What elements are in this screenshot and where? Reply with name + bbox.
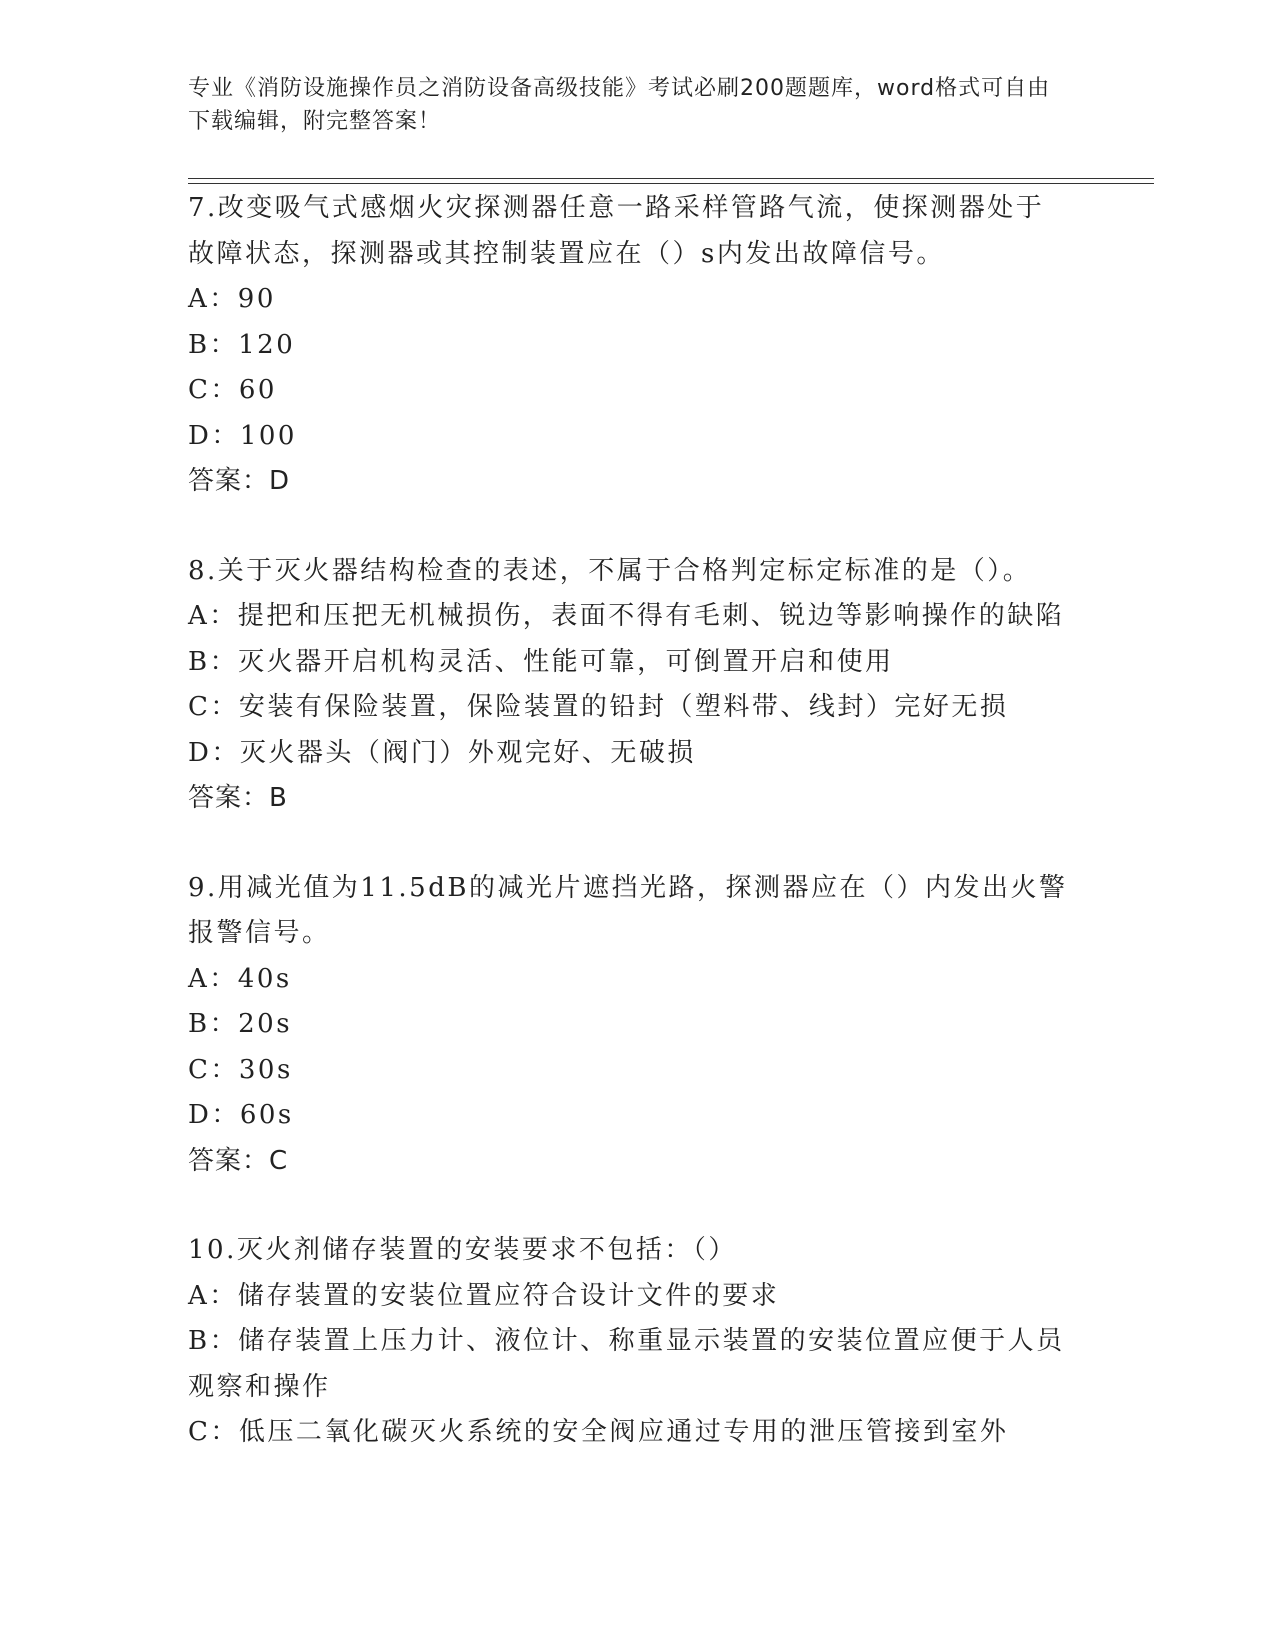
option-a: A：提把和压把无机械损伤，表面不得有毛刺、锐边等影响操作的缺陷: [188, 601, 1065, 631]
question-9: [188, 866, 1088, 1185]
option-b: B：灭火器开启机构灵活、性能可靠，可倒置开启和使用: [188, 646, 894, 677]
option-d: D：60s: [188, 1100, 294, 1130]
option-b: B：20s: [188, 1009, 293, 1039]
question-list: [188, 186, 1088, 1500]
option-b: B：储存装置上压力计、液位计、称重显示装置的安装位置应便于人员观察和操作: [188, 1326, 1065, 1402]
question-10: [188, 1228, 1088, 1456]
question-text: 10.灭火剂储存装置的安装要求不包括：（）: [188, 1235, 737, 1265]
option-c: C：30s: [188, 1054, 293, 1085]
document-header: 专业《消防设施操作员之消防设备高级技能》考试必刷200题题库，word格式可自由下载编辑，附完整答案！: [188, 76, 1051, 134]
answer: 答案：C: [188, 1145, 289, 1176]
option-c: C：低压二氧化碳灭火系统的安全阀应通过专用的泄压管接到室外: [188, 1417, 1009, 1447]
answer: 答案：D: [188, 466, 291, 496]
option-c: C：安装有保险装置，保险装置的铅封（塑料带、线封）完好无损: [188, 692, 1009, 722]
option-a: A：40s: [188, 963, 292, 994]
question-text: 8.关于灭火器结构检查的表述，不属于合格判定标定标准的是（）。: [188, 555, 1032, 586]
option-d: D：100: [188, 420, 297, 451]
header-divider-top: [188, 178, 1154, 179]
option-b: B：120: [188, 329, 296, 360]
question-text: 9.用减光值为11.5dB的减光片遮挡光路，探测器应在（）内发出火警报警信号。: [188, 872, 1068, 948]
option-a: A：90: [188, 284, 276, 314]
option-d: D：灭火器头（阀门）外观完好、无破损: [188, 737, 696, 768]
question-text: 7.改变吸气式感烟火灾探测器任意一路采样管路气流，使探测器处于故障状态，探测器或其控制装置应在（）s内发出故障信号。: [188, 193, 1045, 269]
option-a: A：储存装置的安装位置应符合设计文件的要求: [188, 1280, 780, 1311]
answer: 答案：B: [188, 783, 288, 813]
option-c: C：60: [188, 375, 277, 405]
question-8: [188, 549, 1088, 822]
question-7: [188, 186, 1088, 505]
header-divider-bottom: [188, 183, 1154, 184]
